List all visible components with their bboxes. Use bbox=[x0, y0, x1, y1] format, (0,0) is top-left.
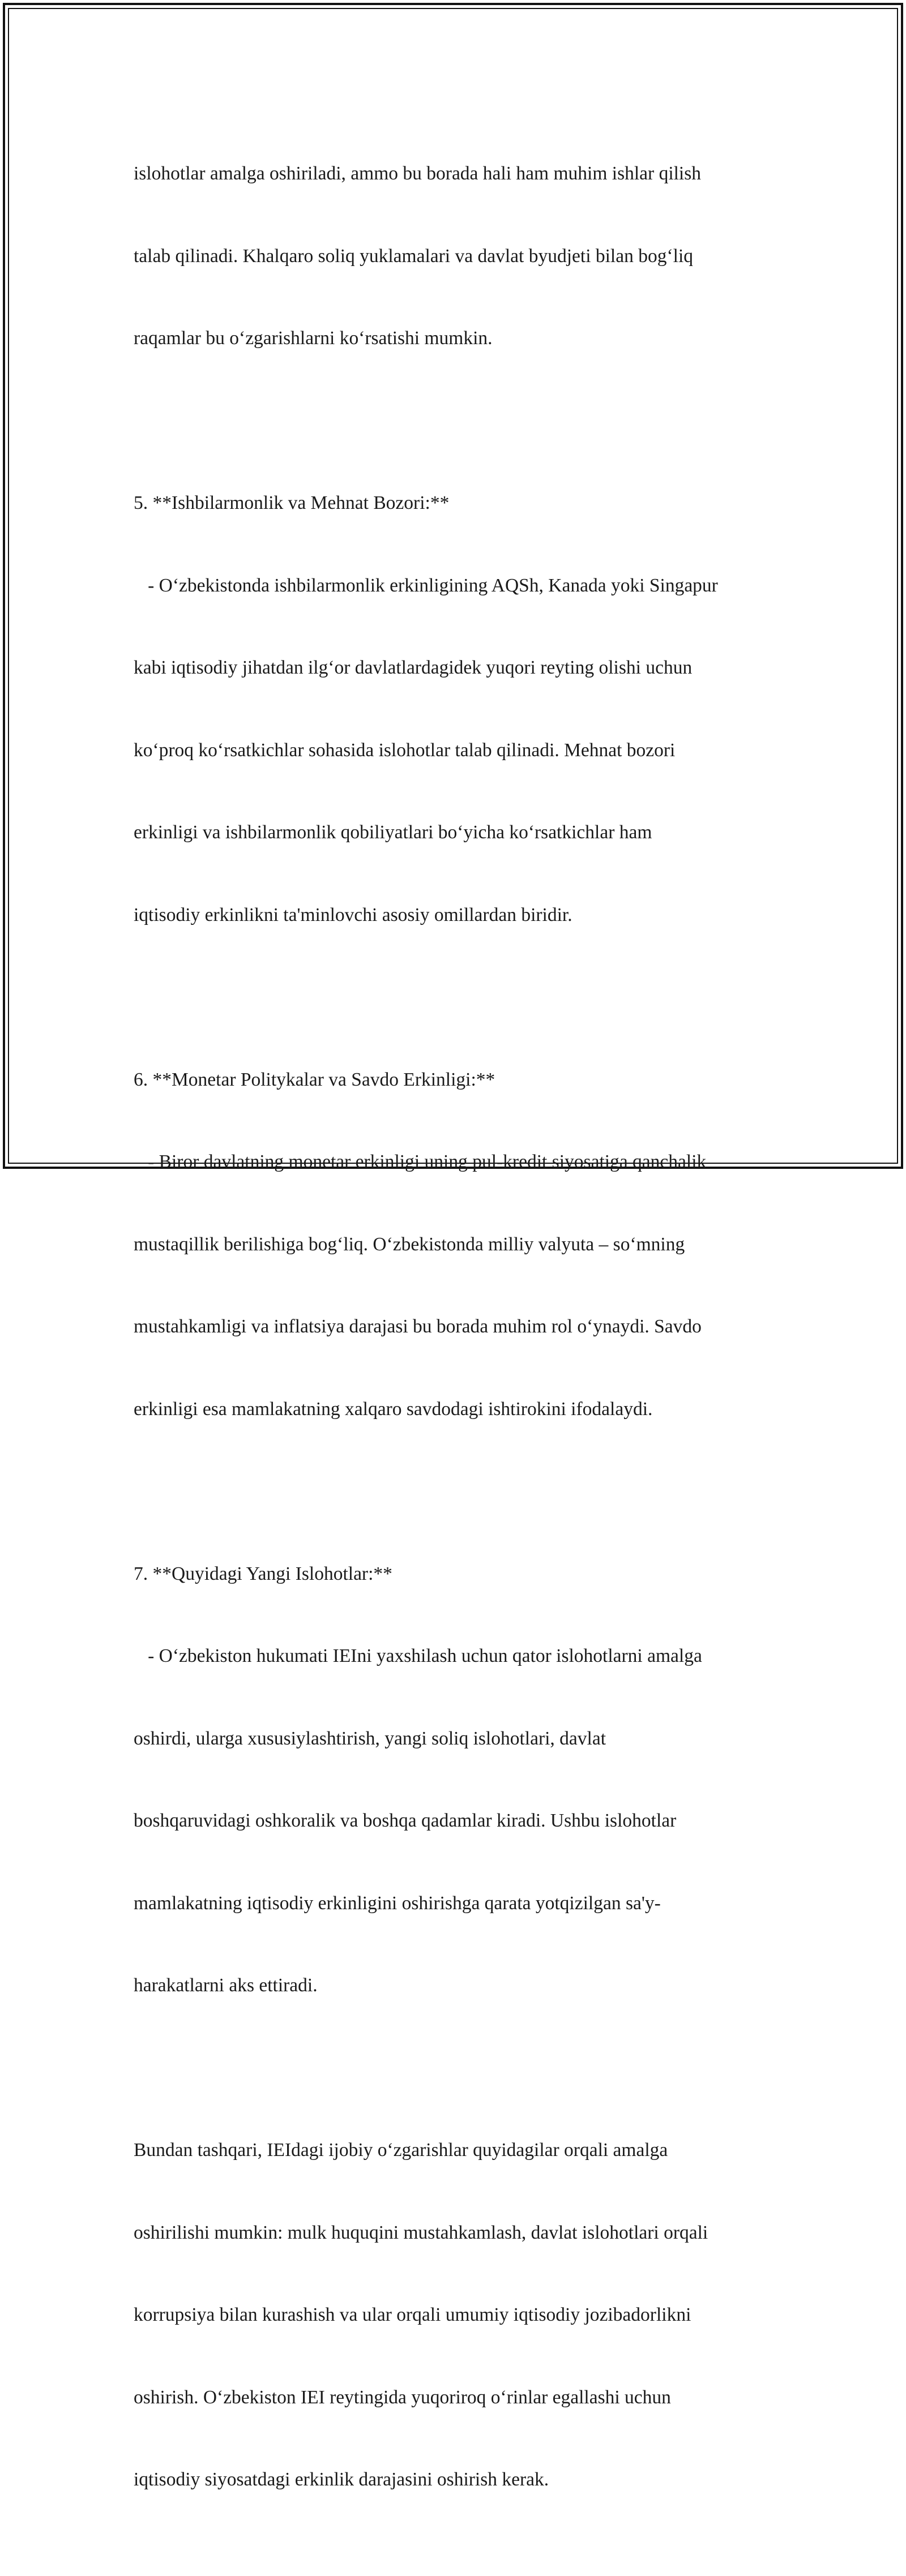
text-line: mamlakatning iqtisodiy erkinligini oshirishga qarata yotqizilgan sa'y- bbox=[134, 1892, 661, 1914]
text-line: iqtisodiy erkinlikni ta'minlovchi asosiy omillardan biridir. bbox=[134, 904, 572, 925]
section-heading: 6. **Monetar Politykalar va Savdo Erkinligi:** bbox=[134, 1069, 495, 1090]
text-line: mustahkamligi va inflatsiya darajasi bu borada muhim rol o‘ynaydi. Savdo bbox=[134, 1316, 702, 1337]
text-line: Bundan tashqari, IEIdagi ijobiy o‘zgarishlar quyidagilar orqali amalga bbox=[134, 2140, 668, 2161]
text-line: oshirdi, ularga xususiylashtirish, yangi soliq islohotlari, davlat bbox=[134, 1728, 606, 1749]
text-line: boshqaruvidagi oshkoralik va boshqa qadamlar kiradi. Ushbu islohotlar bbox=[134, 1810, 677, 1831]
text-line: - O‘zbekistonda ishbilarmonlik erkinligining AQSh, Kanada yoki Singapur bbox=[134, 575, 718, 596]
text-line: oshirilishi mumkin: mulk huquqini mustahkamlash, davlat islohotlari orqali bbox=[134, 2222, 708, 2243]
section-heading: 5. **Ishbilarmonlik va Mehnat Bozori:** bbox=[134, 492, 450, 513]
section-7-new-reforms bbox=[134, 1506, 785, 2055]
section-6-monetary-trade bbox=[134, 1011, 785, 1478]
text-line: talab qilinadi. Khalqaro soliq yuklamalari va davlat byudjeti bilan bog‘liq bbox=[134, 245, 694, 267]
section-5-business-labor bbox=[134, 435, 785, 984]
text-line: oshirish. O‘zbekiston IEI reytingida yuqoriroq o‘rinlar egallashi uchun bbox=[134, 2386, 671, 2408]
text-line: korrupsiya bilan kurashish va ular orqali umumiy iqtisodiy jozibadorlikni bbox=[134, 2304, 691, 2325]
section-heading: 7. **Quyidagi Yangi Islohotlar:** bbox=[134, 1563, 392, 1584]
text-line: raqamlar bu o‘zgarishlarni ko‘rsatishi mumkin. bbox=[134, 328, 493, 349]
text-line: mustaqillik berilishiga bog‘liq. O‘zbekistonda milliy valyuta – so‘mning bbox=[134, 1233, 685, 1255]
text-line: erkinligi va ishbilarmonlik qobiliyatlari bo‘yicha ko‘rsatkichlar ham bbox=[134, 822, 652, 843]
paragraph-conclusion bbox=[134, 2082, 785, 2549]
text-line: - O‘zbekiston hukumati IEIni yaxshilash uchun qator islohotlarni amalga bbox=[134, 1645, 702, 1666]
document-body bbox=[134, 105, 785, 2576]
paragraph-continuation bbox=[134, 105, 785, 408]
text-line: harakatlarni aks ettiradi. bbox=[134, 1975, 318, 1996]
text-line: islohotlar amalga oshiriladi, ammo bu borada hali ham muhim ishlar qilish bbox=[134, 163, 702, 184]
text-line: iqtisodiy siyosatdagi erkinlik darajasini oshirish kerak. bbox=[134, 2469, 549, 2490]
text-line: erkinligi esa mamlakatning xalqaro savdodagi ishtirokini ifodalaydi. bbox=[134, 1398, 653, 1420]
text-line: - Biror davlatning monetar erkinligi uning pul-kredit siyosatiga qanchalik bbox=[134, 1151, 707, 1172]
text-line: ko‘proq ko‘rsatkichlar sohasida islohotlar talab qilinadi. Mehnat bozori bbox=[134, 739, 676, 761]
text-line: kabi iqtisodiy jihatdan ilg‘or davlatlardagidek yuqori reyting olishi uchun bbox=[134, 657, 693, 678]
